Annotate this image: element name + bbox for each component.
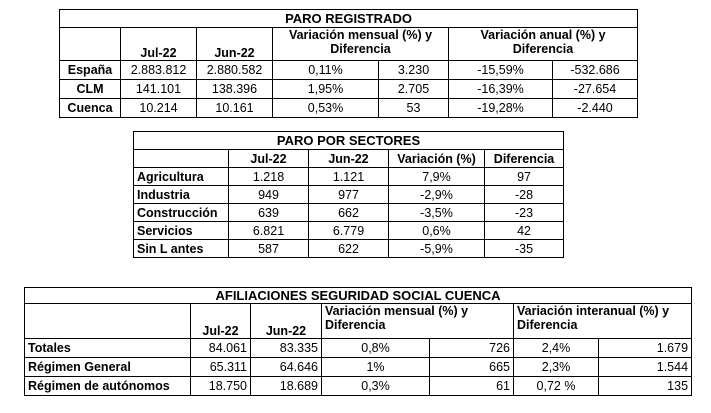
cell-jun: 83.335: [251, 339, 322, 358]
cell-jul: 1.218: [229, 168, 309, 186]
cell-var-anual-dif: -27.654: [553, 80, 638, 99]
cell-var-mensual-dif: 3.230: [379, 61, 449, 80]
cell-jun: 622: [309, 240, 389, 258]
header-jun: Jun-22: [309, 150, 389, 168]
paro-registrado-title: PARO REGISTRADO: [60, 10, 638, 28]
header-diferencia: Diferencia: [485, 150, 564, 168]
table-row: [60, 80, 638, 99]
cell-var-interanual-dif: 135: [599, 377, 692, 396]
cell-var-interanual-dif: 1.679: [599, 339, 692, 358]
row-label: Industria: [134, 186, 229, 204]
cell-jun: 2.880.582: [197, 61, 273, 80]
row-label: Cuenca: [60, 99, 121, 118]
cell-var-mensual-pct: 1,95%: [273, 80, 379, 99]
header-variacion-interanual: Variación interanual (%) y Diferencia: [514, 304, 692, 339]
row-label: España: [60, 61, 121, 80]
cell-diferencia: 97: [485, 168, 564, 186]
table-row: [134, 240, 564, 258]
cell-var-anual-pct: -16,39%: [449, 80, 553, 99]
header-jun: Jun-22: [251, 304, 322, 339]
cell-diferencia: 42: [485, 222, 564, 240]
cell-jul: 10.214: [121, 99, 197, 118]
paro-sectores-table: [133, 131, 564, 258]
cell-var-mensual-pct: 0,11%: [273, 61, 379, 80]
cell-jul: 949: [229, 186, 309, 204]
row-label: Régimen General: [25, 358, 191, 377]
cell-variacion: -5,9%: [389, 240, 485, 258]
header-variacion-anual: Variación anual (%) y Diferencia: [449, 28, 638, 61]
row-label: Construcción: [134, 204, 229, 222]
cell-jun: 1.121: [309, 168, 389, 186]
cell-diferencia: -35: [485, 240, 564, 258]
header-jul: Jul-22: [191, 304, 251, 339]
table-row: [134, 222, 564, 240]
table-row: [25, 358, 692, 377]
cell-diferencia: -28: [485, 186, 564, 204]
cell-jun: 6.779: [309, 222, 389, 240]
row-label: Régimen de autónomos: [25, 377, 191, 396]
afiliaciones-table: [24, 287, 692, 396]
cell-jun: 18.689: [251, 377, 322, 396]
header-jul: Jul-22: [121, 28, 197, 61]
cell-var-mensual-dif: 53: [379, 99, 449, 118]
cell-var-anual-dif: -532.686: [553, 61, 638, 80]
paro-registrado-table: [59, 9, 638, 118]
table-row: [60, 99, 638, 118]
header-variacion-mensual: Variación mensual (%) y Diferencia: [322, 304, 514, 339]
cell-var-interanual-dif: 1.544: [599, 358, 692, 377]
table-row: [134, 186, 564, 204]
table-row: [60, 61, 638, 80]
cell-jun: 64.646: [251, 358, 322, 377]
cell-var-mensual-pct: 0,8%: [322, 339, 430, 358]
cell-var-mensual-pct: 1%: [322, 358, 430, 377]
cell-jul: 639: [229, 204, 309, 222]
row-label: CLM: [60, 80, 121, 99]
cell-jul: 587: [229, 240, 309, 258]
cell-var-anual-pct: -15,59%: [449, 61, 553, 80]
cell-var-anual-pct: -19,28%: [449, 99, 553, 118]
cell-var-interanual-pct: 2,4%: [514, 339, 599, 358]
table-row: [134, 168, 564, 186]
cell-jun: 138.396: [197, 80, 273, 99]
cell-var-interanual-pct: 2,3%: [514, 358, 599, 377]
cell-variacion: 7,9%: [389, 168, 485, 186]
header-empty: [134, 150, 229, 168]
afiliaciones-title: AFILIACIONES SEGURIDAD SOCIAL CUENCA: [25, 288, 692, 304]
paro-sectores-title: PARO POR SECTORES: [134, 132, 564, 150]
header-variacion: Variación (%): [389, 150, 485, 168]
cell-jul: 84.061: [191, 339, 251, 358]
cell-jun: 662: [309, 204, 389, 222]
cell-variacion: 0,6%: [389, 222, 485, 240]
cell-var-mensual-dif: 2.705: [379, 80, 449, 99]
cell-jul: 2.883.812: [121, 61, 197, 80]
row-label: Totales: [25, 339, 191, 358]
cell-var-mensual-dif: 61: [430, 377, 514, 396]
header-variacion-mensual: Variación mensual (%) y Diferencia: [273, 28, 449, 61]
cell-jun: 10.161: [197, 99, 273, 118]
cell-variacion: -3,5%: [389, 204, 485, 222]
header-jul: Jul-22: [229, 150, 309, 168]
cell-jun: 977: [309, 186, 389, 204]
cell-var-interanual-pct: 0,72 %: [514, 377, 599, 396]
row-label: Agricultura: [134, 168, 229, 186]
header-jun: Jun-22: [197, 28, 273, 61]
row-label: Servicios: [134, 222, 229, 240]
header-empty: [60, 28, 121, 61]
cell-variacion: -2,9%: [389, 186, 485, 204]
cell-jul: 65.311: [191, 358, 251, 377]
cell-var-mensual-dif: 726: [430, 339, 514, 358]
table-row: [134, 204, 564, 222]
header-empty: [25, 304, 191, 339]
cell-jul: 141.101: [121, 80, 197, 99]
table-row: [25, 339, 692, 358]
cell-var-anual-dif: -2.440: [553, 99, 638, 118]
cell-diferencia: -23: [485, 204, 564, 222]
cell-jul: 6.821: [229, 222, 309, 240]
cell-var-mensual-dif: 665: [430, 358, 514, 377]
row-label: Sin L antes: [134, 240, 229, 258]
table-row: [25, 377, 692, 396]
cell-var-mensual-pct: 0,3%: [322, 377, 430, 396]
cell-var-mensual-pct: 0,53%: [273, 99, 379, 118]
cell-jul: 18.750: [191, 377, 251, 396]
